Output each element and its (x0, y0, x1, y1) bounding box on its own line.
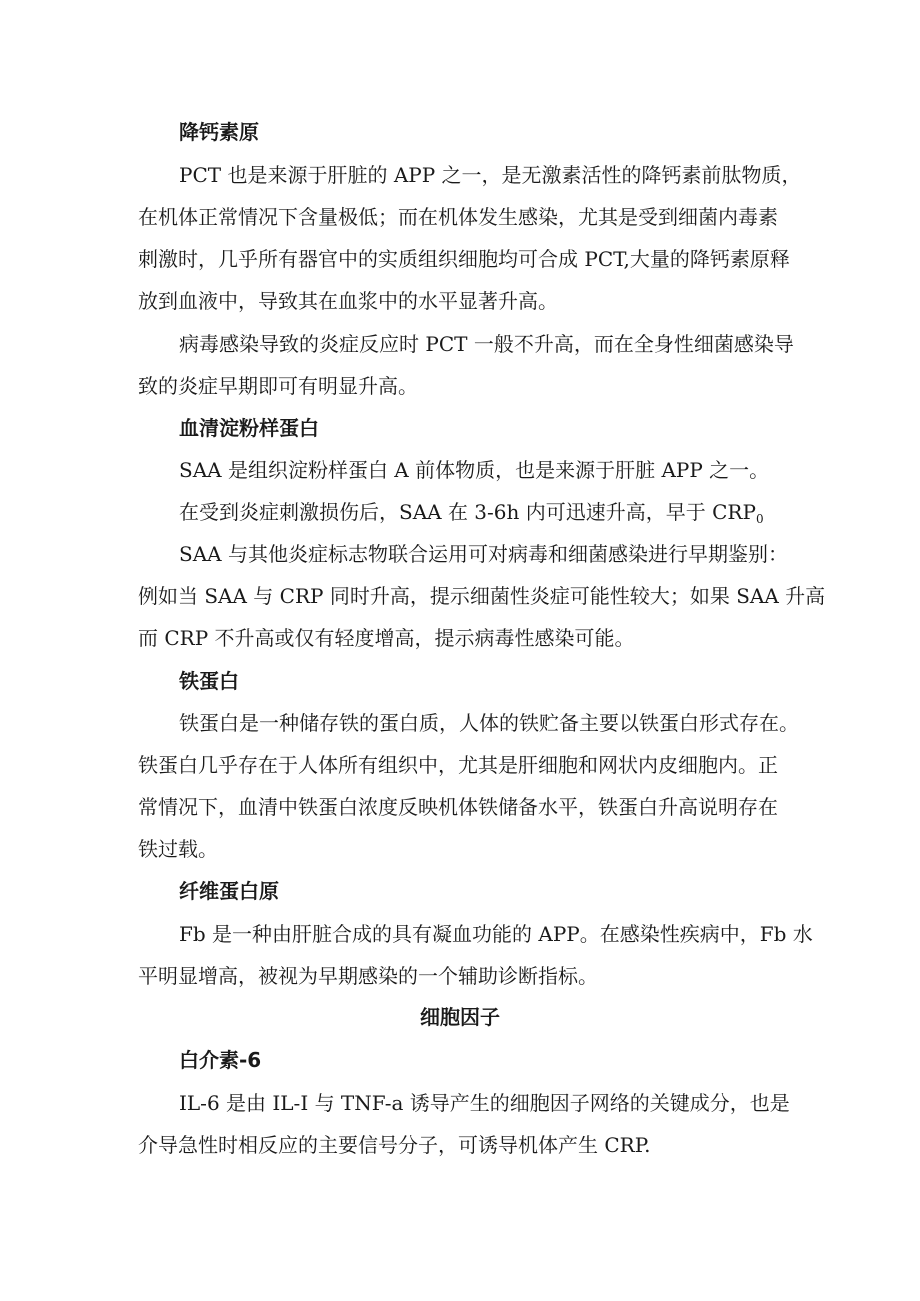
saa-p3-line3: 而 CRP 不升高或仅有轻度增高，提示病毒性感染可能。 (138, 626, 635, 650)
saa-p1-line1: SAA 是组织淀粉样蛋白 A 前体物质，也是来源于肝脏 APP 之一。 (179, 458, 770, 482)
pct-p1-line2: 在机体正常情况下含量极低；而在机体发生感染，尤其是受到细菌内毒素 (138, 205, 778, 229)
saa-p2-subscript: 0 (755, 512, 764, 526)
ferritin-p1-line2: 铁蛋白几乎存在于人体所有组织中，尤其是肝细胞和网状内皮细胞内。正 (138, 753, 778, 777)
heading-cytokines: 细胞因子 (420, 1005, 500, 1029)
heading-fibrinogen: 纤维蛋白原 (179, 879, 279, 903)
il6-p1-line2: 介导急性时相反应的主要信号分子，可诱导机体产生 CRP. (138, 1133, 651, 1157)
ferritin-p1-line3: 常情况下，血清中铁蛋白浓度反映机体铁储备水平，铁蛋白升高说明存在 (138, 795, 778, 819)
heading-serum-amyloid: 血清淀粉样蛋白 (179, 416, 319, 440)
pct-p2-line2: 致的炎症早期即可有明显升高。 (138, 374, 418, 398)
fibrinogen-p1-line2: 平明显增高，被视为早期感染的一个辅助诊断指标。 (138, 964, 598, 988)
pct-p2-line1: 病毒感染导致的炎症反应时 PCT 一般不升高，而在全身性细菌感染导 (179, 332, 794, 356)
ferritin-p1-line4: 铁过载。 (138, 837, 218, 861)
saa-p3-line1: SAA 与其他炎症标志物联合运用可对病毒和细菌感染进行早期鉴别： (179, 542, 788, 566)
heading-procalcitonin: 降钙素原 (179, 120, 259, 144)
saa-p2-text: 在受到炎症刺激损伤后，SAA 在 3-6h 内可迅速升高，早于 CRP (179, 500, 756, 524)
ferritin-p1-line1: 铁蛋白是一种储存铁的蛋白质，人体的铁贮备主要以铁蛋白形式存在。 (179, 711, 799, 735)
saa-p3-line2: 例如当 SAA 与 CRP 同时升高，提示细菌性炎症可能性较大；如果 SAA 升高 (138, 584, 826, 608)
saa-p2-line1 (179, 499, 764, 532)
pct-p1-line4: 放到血液中，导致其在血浆中的水平显著升高。 (138, 289, 558, 313)
heading-ferritin: 铁蛋白 (179, 669, 239, 693)
pct-p1-line1: PCT 也是来源于肝脏的 APP 之一，是无激素活性的降钙素前肽物质， (179, 163, 802, 187)
heading-interleukin-6: 白介素-6 (179, 1048, 262, 1072)
pct-p1-line3: 刺激时，几乎所有器官中的实质组织细胞均可合成 PCT,大量的降钙素原释 (138, 247, 790, 271)
il6-p1-line1: IL-6 是由 IL-I 与 TNF-a 诱导产生的细胞因子网络的关键成分，也是 (179, 1091, 790, 1115)
fibrinogen-p1-line1: Fb 是一种由肝脏合成的具有凝血功能的 APP。在感染性疾病中，Fb 水 (179, 922, 813, 946)
